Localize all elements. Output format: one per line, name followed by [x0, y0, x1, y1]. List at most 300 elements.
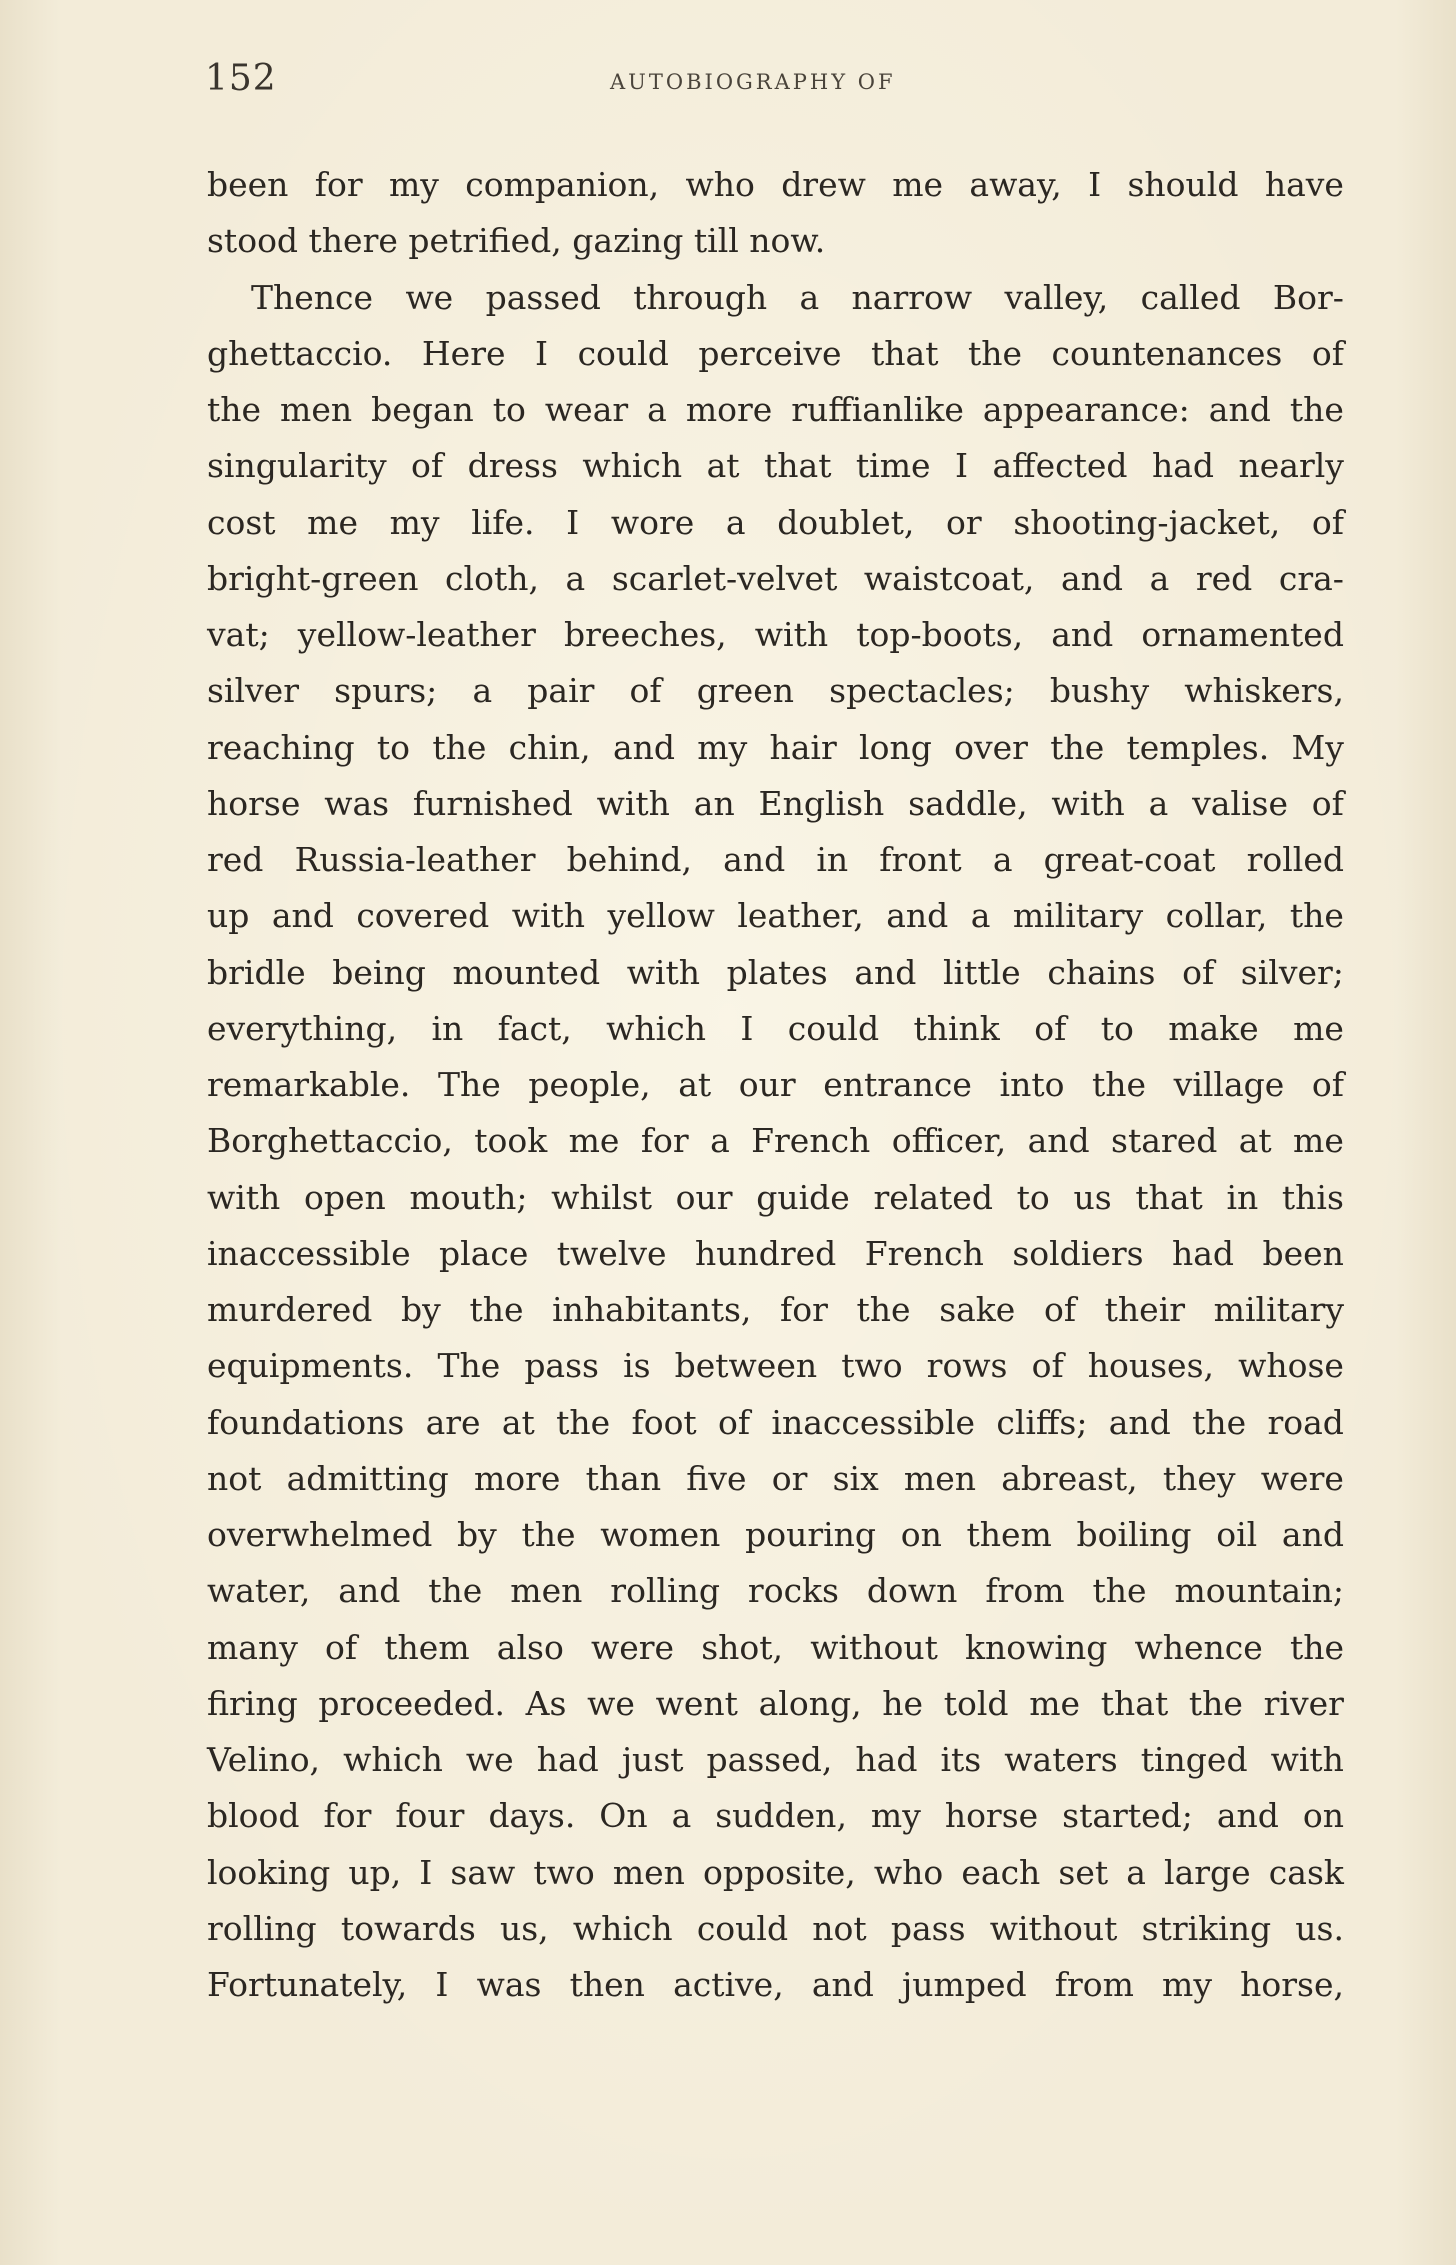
word: is — [623, 1346, 651, 1386]
word: a — [1149, 558, 1170, 598]
text-line: stood there petrified, gazing till now. — [207, 221, 826, 261]
word: on — [900, 1515, 942, 1554]
text-line — [207, 326, 1344, 382]
word: make — [1168, 1008, 1259, 1048]
word: that — [764, 446, 832, 486]
word: bushy — [1049, 671, 1150, 711]
word: everything, — [207, 1008, 398, 1048]
text-line — [207, 776, 1344, 832]
word: houses, — [1087, 1346, 1215, 1386]
word: long — [859, 727, 932, 767]
word: a — [1126, 1852, 1146, 1892]
text-line — [207, 1395, 1344, 1451]
word: in — [431, 1008, 464, 1048]
word: for — [640, 1121, 689, 1161]
word: this — [1281, 1177, 1344, 1217]
word: two — [533, 1852, 595, 1892]
word: a — [799, 277, 820, 317]
word: a — [472, 671, 493, 711]
word: top-boots, — [856, 615, 1024, 654]
word: I — [535, 333, 549, 373]
word: of — [1311, 502, 1344, 542]
word: Russia-leather — [294, 840, 536, 879]
word: great-coat — [1043, 840, 1216, 879]
word: whilst — [551, 1177, 652, 1217]
word: mountain; — [1174, 1571, 1344, 1611]
word: in — [1226, 1177, 1259, 1217]
word: village — [1173, 1065, 1285, 1104]
word: affected — [992, 446, 1128, 486]
word: and — [854, 952, 917, 992]
word: scarlet-velvet — [611, 558, 838, 598]
text-line — [207, 1732, 1344, 1788]
word: the — [1092, 1571, 1147, 1611]
word: cloth, — [445, 558, 539, 598]
word: the — [469, 1290, 524, 1329]
word: a — [970, 896, 991, 936]
word: cost — [207, 502, 276, 542]
word: of — [629, 671, 662, 711]
word: river — [1263, 1683, 1344, 1723]
word: at — [678, 1065, 712, 1104]
word: whose — [1238, 1346, 1344, 1386]
word: me — [1293, 1121, 1344, 1161]
word: covered — [356, 896, 490, 936]
word: time — [855, 446, 931, 486]
word: looking — [207, 1852, 331, 1892]
word: guide — [756, 1177, 850, 1217]
word: the — [1289, 390, 1344, 429]
word: red — [1195, 558, 1253, 598]
word: its — [940, 1740, 982, 1779]
word: valise — [1192, 783, 1288, 823]
text-line — [207, 382, 1344, 438]
word: Fortunately, — [207, 1965, 408, 2004]
word: hundred — [694, 1233, 837, 1273]
word: a — [992, 840, 1013, 879]
word: men — [280, 390, 353, 429]
word: into — [999, 1065, 1065, 1104]
word: companion, — [465, 165, 660, 204]
word: along, — [758, 1683, 862, 1723]
word: ornamented — [1141, 615, 1344, 654]
word: called — [1140, 277, 1241, 317]
word: spectacles; — [829, 671, 1015, 711]
word: hair — [769, 727, 837, 767]
word: being — [332, 952, 426, 992]
word: their — [1104, 1290, 1186, 1329]
word: nearly — [1238, 446, 1344, 486]
word: foundations — [207, 1402, 405, 1442]
word: for — [323, 1796, 372, 1836]
word: the — [1050, 727, 1105, 767]
word: an — [693, 783, 735, 823]
word: the — [521, 1515, 576, 1554]
word: then — [569, 1965, 645, 2004]
text-line — [207, 720, 1344, 776]
word: tinged — [1140, 1740, 1248, 1779]
word: or — [771, 1458, 808, 1498]
word: On — [599, 1796, 648, 1836]
word: wear — [544, 390, 629, 429]
running-head — [205, 58, 1345, 108]
word: without — [810, 1627, 938, 1667]
text-line — [207, 270, 1344, 326]
word: down — [866, 1571, 958, 1611]
word: days. — [488, 1796, 576, 1836]
word: from — [985, 1571, 1065, 1611]
word: they — [1162, 1458, 1236, 1498]
word: them — [966, 1515, 1052, 1554]
word: have — [1264, 165, 1344, 204]
word: drew — [781, 165, 866, 204]
word: between — [674, 1346, 818, 1386]
word: twelve — [556, 1233, 667, 1273]
word: my — [389, 502, 440, 542]
word: who — [685, 165, 755, 204]
word: which — [572, 1908, 673, 1948]
word: mounted — [452, 952, 601, 992]
word: and — [1281, 1515, 1344, 1554]
word: we — [587, 1683, 635, 1723]
word: silver — [207, 671, 299, 711]
word: of — [325, 1627, 358, 1667]
word: of — [1043, 1290, 1077, 1329]
word: road — [1267, 1402, 1344, 1442]
word: Thence — [251, 277, 374, 317]
word: reaching — [207, 727, 355, 767]
word: which — [343, 1740, 443, 1779]
word: were — [1260, 1458, 1344, 1498]
text-line — [207, 1170, 1344, 1226]
text-line — [207, 1901, 1344, 1957]
text-line — [207, 495, 1344, 551]
word: my — [870, 1796, 921, 1836]
word: rolling — [207, 1908, 317, 1948]
word: mouth; — [409, 1177, 528, 1217]
word: large — [1164, 1852, 1251, 1892]
word: French — [751, 1121, 871, 1161]
word: began — [371, 390, 474, 429]
word: with — [754, 615, 829, 654]
word: a — [647, 390, 667, 429]
text-line — [207, 607, 1344, 663]
word: of — [411, 446, 444, 486]
word: equipments. — [207, 1346, 414, 1386]
text-line — [207, 1001, 1344, 1057]
word: abreast, — [1001, 1458, 1138, 1498]
word: my — [388, 165, 439, 204]
word: I — [955, 446, 969, 486]
word: Velino, — [207, 1740, 321, 1779]
word: for — [780, 1290, 828, 1329]
text-line — [207, 1282, 1344, 1338]
word: of — [1034, 1008, 1067, 1048]
word: two — [841, 1346, 903, 1386]
word: place — [439, 1233, 529, 1273]
word: also — [496, 1627, 564, 1667]
word: a — [565, 558, 586, 598]
word: sudden, — [715, 1796, 847, 1836]
word: front — [879, 840, 962, 879]
word: that — [1100, 1683, 1169, 1723]
word: countenances — [1051, 333, 1283, 373]
word: fact, — [497, 1008, 572, 1048]
word: we — [405, 277, 454, 317]
word: temples. — [1126, 727, 1270, 767]
text-line — [207, 1507, 1344, 1563]
word: soldiers — [1012, 1233, 1144, 1273]
word: think — [913, 1008, 1000, 1048]
word: English — [758, 783, 885, 823]
word: behind, — [566, 840, 692, 879]
text-line — [207, 438, 1344, 494]
word: As — [525, 1683, 567, 1723]
word: active, — [673, 1965, 784, 2004]
word: men — [903, 1458, 976, 1498]
word: a — [1148, 783, 1169, 823]
word: me — [1029, 1683, 1081, 1723]
word: who — [873, 1852, 944, 1892]
word: vat; — [207, 615, 270, 654]
word: were — [590, 1627, 675, 1667]
word: that — [871, 333, 939, 373]
word: which — [582, 446, 683, 486]
word: by — [401, 1290, 441, 1329]
word: horse, — [1240, 1965, 1344, 2004]
word: to — [376, 727, 411, 767]
word: life. — [471, 502, 535, 542]
word: people, — [528, 1065, 651, 1104]
word: the — [968, 333, 1023, 373]
word: the — [207, 390, 262, 429]
word: with — [1270, 1740, 1344, 1779]
word: saw — [450, 1852, 516, 1892]
word: and — [1027, 1121, 1090, 1161]
word: women — [600, 1515, 721, 1554]
word: cask — [1268, 1852, 1344, 1892]
word: with — [207, 1177, 281, 1217]
word: red — [207, 840, 264, 879]
word: of — [1182, 952, 1215, 992]
word: away, — [969, 165, 1062, 204]
word: towards — [340, 1908, 476, 1948]
word: should — [1127, 165, 1239, 204]
word: shooting-jacket, — [1013, 502, 1281, 542]
word: from — [1054, 1965, 1134, 2004]
word: The — [437, 1346, 501, 1386]
word: breeches, — [564, 615, 727, 654]
word: had — [855, 1740, 918, 1779]
word: inhabitants, — [552, 1290, 752, 1329]
word: many — [207, 1627, 298, 1667]
word: just — [621, 1740, 684, 1779]
word: in — [816, 840, 849, 879]
word: for — [314, 165, 363, 204]
word: firing — [207, 1683, 298, 1723]
text-line — [207, 1845, 1344, 1901]
text-line — [207, 157, 1344, 213]
text-line — [207, 1338, 1344, 1394]
word: of — [1311, 333, 1344, 373]
word: pair — [527, 671, 595, 711]
word: the — [556, 1402, 611, 1442]
word: dress — [467, 446, 558, 486]
word: up, — [348, 1852, 402, 1892]
word: had — [536, 1740, 599, 1779]
word: rows — [926, 1346, 1008, 1386]
word: our — [738, 1065, 796, 1104]
word: started; — [1062, 1796, 1193, 1836]
word: cliffs; — [996, 1402, 1088, 1442]
word: not — [812, 1908, 867, 1948]
word: been — [1262, 1233, 1344, 1273]
word: us. — [1295, 1908, 1344, 1948]
word: bright-green — [207, 558, 419, 598]
word: had — [1152, 446, 1215, 486]
word: could — [696, 1908, 789, 1948]
word: been — [207, 165, 289, 204]
word: murdered — [207, 1290, 373, 1329]
word: chains — [1047, 952, 1156, 992]
text-line — [207, 945, 1344, 1001]
word: a — [725, 502, 746, 542]
word: six — [832, 1458, 879, 1498]
word: Bor- — [1272, 277, 1344, 317]
word: I — [419, 1852, 433, 1892]
word: on — [1302, 1796, 1344, 1836]
word: and — [271, 896, 334, 936]
word: furnished — [412, 783, 573, 823]
text-line — [207, 832, 1344, 888]
word: ghettaccio. — [207, 333, 393, 373]
word: a — [710, 1121, 730, 1161]
word: appearance: — [982, 390, 1190, 429]
word: I — [566, 502, 580, 542]
text-line — [207, 1676, 1344, 1732]
word: each — [961, 1852, 1041, 1892]
word: was — [476, 1965, 542, 2004]
text-line — [207, 663, 1344, 719]
word: at — [1238, 1121, 1272, 1161]
word: was — [324, 783, 390, 823]
word: and — [1216, 1796, 1279, 1836]
word: with — [511, 896, 586, 936]
word: of — [1311, 1065, 1344, 1104]
word: of — [1031, 1346, 1064, 1386]
word: ruffianlike — [791, 390, 964, 429]
word: plates — [726, 952, 828, 992]
word: and — [1108, 1402, 1171, 1442]
word: had — [1172, 1233, 1235, 1273]
word: the — [856, 1290, 911, 1329]
word: of — [1311, 783, 1344, 823]
word: collar, — [1165, 896, 1268, 936]
word: rolling — [610, 1571, 720, 1611]
word: could — [577, 333, 669, 373]
word: jumped — [902, 1965, 1027, 2004]
word: went — [655, 1683, 738, 1723]
word: and — [1051, 615, 1114, 654]
word: the — [1188, 1683, 1243, 1723]
word: and — [723, 840, 786, 879]
word: perceive — [698, 333, 842, 373]
word: with — [626, 952, 701, 992]
word: bridle — [207, 952, 306, 992]
word: the — [1192, 1402, 1247, 1442]
word: them — [384, 1627, 470, 1667]
word: and — [886, 896, 949, 936]
word: could — [787, 1008, 880, 1048]
word: to — [492, 390, 526, 429]
word: not — [207, 1458, 262, 1498]
word: men — [510, 1571, 583, 1611]
word: valley, — [1004, 277, 1109, 317]
word: and — [612, 727, 676, 767]
word: inaccessible — [207, 1233, 411, 1273]
word: my — [1162, 1965, 1212, 2004]
word: inaccessible — [771, 1402, 976, 1442]
word: took — [474, 1121, 548, 1161]
word: and — [1060, 558, 1124, 598]
word: passed — [485, 277, 601, 317]
word: blood — [207, 1796, 300, 1836]
page-number: 152 — [205, 58, 277, 99]
word: opposite, — [703, 1852, 856, 1892]
word: the — [428, 1571, 483, 1611]
word: passed, — [706, 1740, 833, 1779]
word: than — [585, 1458, 662, 1498]
word: admitting — [286, 1458, 449, 1498]
word: me — [1293, 1008, 1344, 1048]
text-line — [207, 1226, 1344, 1282]
word: boiling — [1076, 1515, 1192, 1554]
word: waistcoat, — [863, 558, 1035, 598]
word: French — [864, 1233, 984, 1273]
word: or — [946, 502, 982, 542]
word: yellow-leather — [297, 615, 536, 654]
word: saddle, — [908, 783, 1028, 823]
word: and — [811, 1965, 874, 2004]
word: pass — [524, 1346, 599, 1386]
word: water, — [207, 1571, 311, 1611]
word: oil — [1216, 1515, 1258, 1554]
text-line — [207, 1563, 1344, 1619]
word: we — [465, 1740, 514, 1779]
word: overwhelmed — [207, 1515, 433, 1554]
word: officer, — [891, 1121, 1007, 1161]
word: to — [1100, 1008, 1134, 1048]
word: with — [1051, 783, 1125, 823]
word: horse — [207, 783, 301, 823]
word: proceeded. — [318, 1683, 505, 1723]
word: related — [873, 1177, 993, 1217]
word: knowing — [965, 1627, 1108, 1667]
word: and — [1208, 390, 1271, 429]
word: set — [1058, 1852, 1109, 1892]
text-line — [207, 888, 1344, 944]
word: Here — [421, 333, 506, 373]
text-line — [207, 1957, 1344, 2013]
word: without — [989, 1908, 1118, 1948]
text-line — [207, 1451, 1344, 1507]
word: military — [1012, 896, 1144, 936]
word: four — [395, 1796, 465, 1836]
word: singularity — [207, 446, 387, 486]
word: at — [501, 1402, 535, 1442]
word: me — [568, 1121, 620, 1161]
word: our — [675, 1177, 733, 1217]
